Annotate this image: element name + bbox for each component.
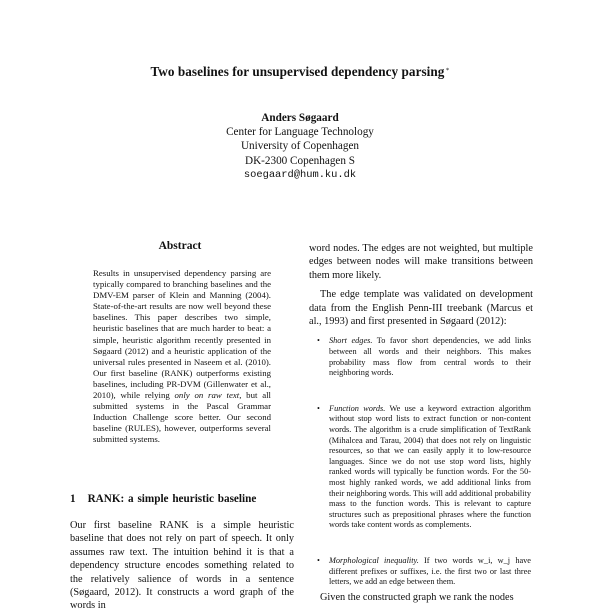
section-1-body: Our first baseline RANK is a simple heuristic baseline that does not rely on part of speech. It only assumes raw text. The intuition behind it is that a dependency structure encodes something related to the relatively salience of words in a sentence (Søgaard, 2012). It constructs a word graph of the words in <box>70 520 294 612</box>
author-name: Anders Søgaard <box>261 112 339 124</box>
section-number: 1 <box>70 493 76 505</box>
paper-title <box>0 64 600 80</box>
right-column <box>309 242 533 613</box>
bullet-icon: • <box>317 336 320 346</box>
bullet-icon: • <box>317 555 320 565</box>
list-item: • Function words. We use a keyword extraction algorithm without stop word lists to extract function or non-content words. The algorithm is a crude simplification of TextRank (Mihalcea and Tarau, 2004) that does not rely on linguistic resources, so that we can easily apply it to low-resource languages. Since we do not use stop word lists, highly ranked words will typically be function words. For the 50-most highly ranked words, we add additional links from their neighboring words. This will add additional probability mass to the function words. This is relevant to capture structures such as prepositional phrases where the function words take content words as complements. <box>317 403 531 530</box>
affiliation-line-3: DK-2300 Copenhagen S <box>245 154 355 167</box>
right-paragraph-2: The edge template was validated on development data from the English Penn-III treebank (Marcus et al., 1993) and first presented in Søgaard (2012): <box>309 289 533 328</box>
list-item: • Morphological inequality. If two words w_i, w_j have different prefixes or suffixes, i.e. the first two or last three letters, we add an edge between them. <box>317 555 531 587</box>
abstract-body: Results in unsupervised dependency parsing are typically compared to branching baselines and the DMV-EM parser of Klein and Manning (2004). State-of-the-art results are now well beyond these baselines. This paper describes two simple, heuristic baselines that are much harder to beat: a simple, heuristic algorithm recently presented in Søgaard (2012) and a heuristic application of the universal rules presented in Naseem et al. (2010). Our first baseline (RANK) outperforms existing baselines, including PR-DVM (Gillenwater et al., 2010), while relying only on raw text, but all submitted systems in the Pascal Grammar Induction Challenge score better. Our second baseline (RULES), however, outperforms several submitted systems. <box>93 268 271 445</box>
right-column-last-line: Given the constructed graph we rank the nodes <box>320 592 514 603</box>
bullet-icon: • <box>317 403 320 413</box>
section-title: RANK: a simple heuristic baseline <box>87 493 257 505</box>
list-item: • Short edges. To favor short dependencies, we add links between all words and their neighbors. This makes probability mass flow from central words to their neighboring words. <box>317 336 531 378</box>
affiliation-line-2: University of Copenhagen <box>240 140 360 153</box>
author-email: soegaard@hum.ku.dk <box>243 168 357 181</box>
affiliation-line-1: Center for Language Technology <box>226 126 374 139</box>
title-footnote-marker: ∗ <box>445 66 450 73</box>
section-1-heading <box>70 493 256 505</box>
abstract-heading: Abstract <box>158 240 202 252</box>
edge-template-list <box>309 336 533 587</box>
abstract-emphasis: only on raw text <box>174 390 240 401</box>
paper-title-text: Two baselines for unsupervised dependency parsing <box>150 64 445 79</box>
author-block <box>0 111 600 182</box>
right-paragraph-1: word nodes. The edges are not weighted, but multiple edges between nodes will make transitions between them more likely. <box>309 243 533 281</box>
